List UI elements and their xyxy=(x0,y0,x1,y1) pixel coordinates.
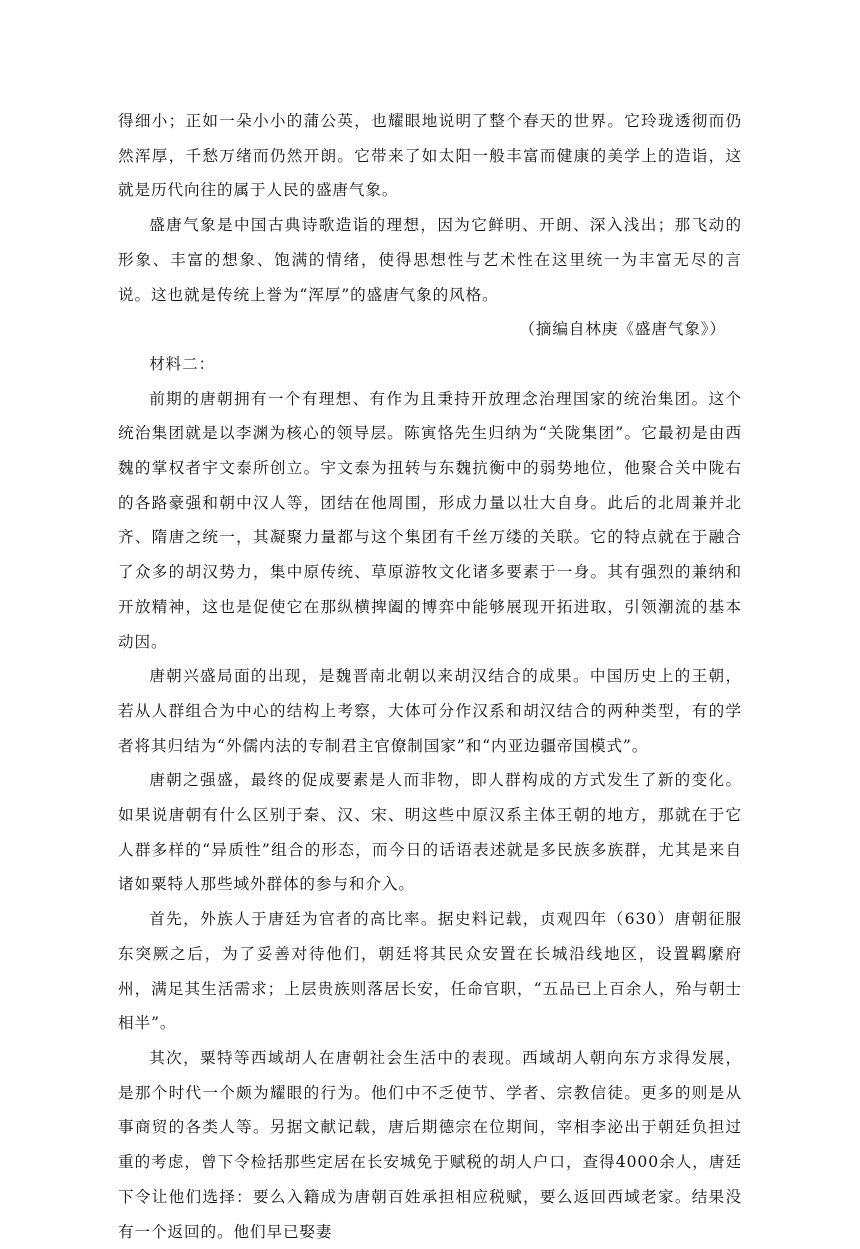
document-body xyxy=(118,104,742,1249)
paragraph-foreign-officials: 首先，外族人于唐廷为官者的高比率。据史料记载，贞观四年（630）唐朝征服东突厥之后，为了妥善对待他们，朝廷将其民众安置在长城沿线地区，设置羁縻府州，满足其生活需求；上层贵族则落居长安，任命官职，“五品已上百余人，殆与朝士相半”。 xyxy=(118,910,742,1033)
source-citation: （摘编自林庚《盛唐气象》） xyxy=(519,320,726,339)
paragraph-continuation: 得细小；正如一朵小小的蒲公英，也耀眼地说明了整个春天的世界。它玲珑透彻而仍然浑厚，千愁万绪而仍然开朗。它带来了如太阳一般丰富而健康的美学上的造诣，这就是历代向往的属于人民的盛唐气象。 xyxy=(118,112,742,200)
paragraph-sogdian-life: 其次，粟特等西域胡人在唐朝社会生活中的表现。西域胡人朝向东方求得发展，是那个时代一个颇为耀眼的行为。他们中不乏使节、学者、宗教信徒。更多的则是从事商贸的各类人等。另据文献记载，唐后期德宗在位期间，宰相李泌出于朝廷负担过重的考虑，曾下令检括那些定居在长安城免于赋税的胡人户口，查得4000余人，唐廷下令让他们选择：要么入籍成为唐朝百姓承担相应税赋，要么返回西域老家。结果没有一个返回的。他们早已娶妻 xyxy=(118,1048,742,1241)
paragraph-people-factor: 唐朝之强盛，最终的促成要素是人而非物，即人群构成的方式发生了新的变化。如果说唐朝有什么区别于秦、汉、宋、明这些中原汉系主体王朝的地方，那就在于它人群多样的“异质性”组合的形态，而今日的话语表述就是多民族多族群，尤其是来自诸如粟特人那些域外群体的参与和介入。 xyxy=(118,771,742,894)
material-two-label: 材料二： xyxy=(149,354,216,373)
paragraph-shengtang-style: 盛唐气象是中国古典诗歌造诣的理想，因为它鲜明、开朗、深入浅出；那飞动的形象、丰富的想象、饱满的情绪，使得思想性与艺术性在这里统一为丰富无尽的言说。这也就是传统上誉为“浑厚”的盛唐气象的风格。 xyxy=(118,216,742,304)
paragraph-ruling-group: 前期的唐朝拥有一个有理想、有作为且秉持开放理念治理国家的统治集团。这个统治集团就是以李渊为核心的领导层。陈寅恪先生归纳为“关陇集团”。它最初是由西魏的掌权者宇文泰所创立。宇文泰为扭转与东魏抗衡中的弱势地位，他聚合关中陇右的各路豪强和朝中汉人等，团结在他周围，形成力量以壮大自身。此后的北周兼并北齐、隋唐之统一，其凝聚力量都与这个集团有千丝万缕的关联。它的特点就在于融合了众多的胡汉势力，集中原传统、草原游牧文化诸多要素于一身。其有强烈的兼纳和开放精神，这也是促使它在那纵横捭阖的博弈中能够展现开拓进取，引领潮流的基本动因。 xyxy=(118,389,742,651)
paragraph-hu-han-fusion: 唐朝兴盛局面的出现，是魏晋南北朝以来胡汉结合的成果。中国历史上的王朝，若从人群组合为中心的结构上考察，大体可分作汉系和胡汉结合的两种类型，有的学者将其归结为“外儒内法的专制君主官僚制国家”和“内亚边疆帝国模式”。 xyxy=(118,667,742,755)
